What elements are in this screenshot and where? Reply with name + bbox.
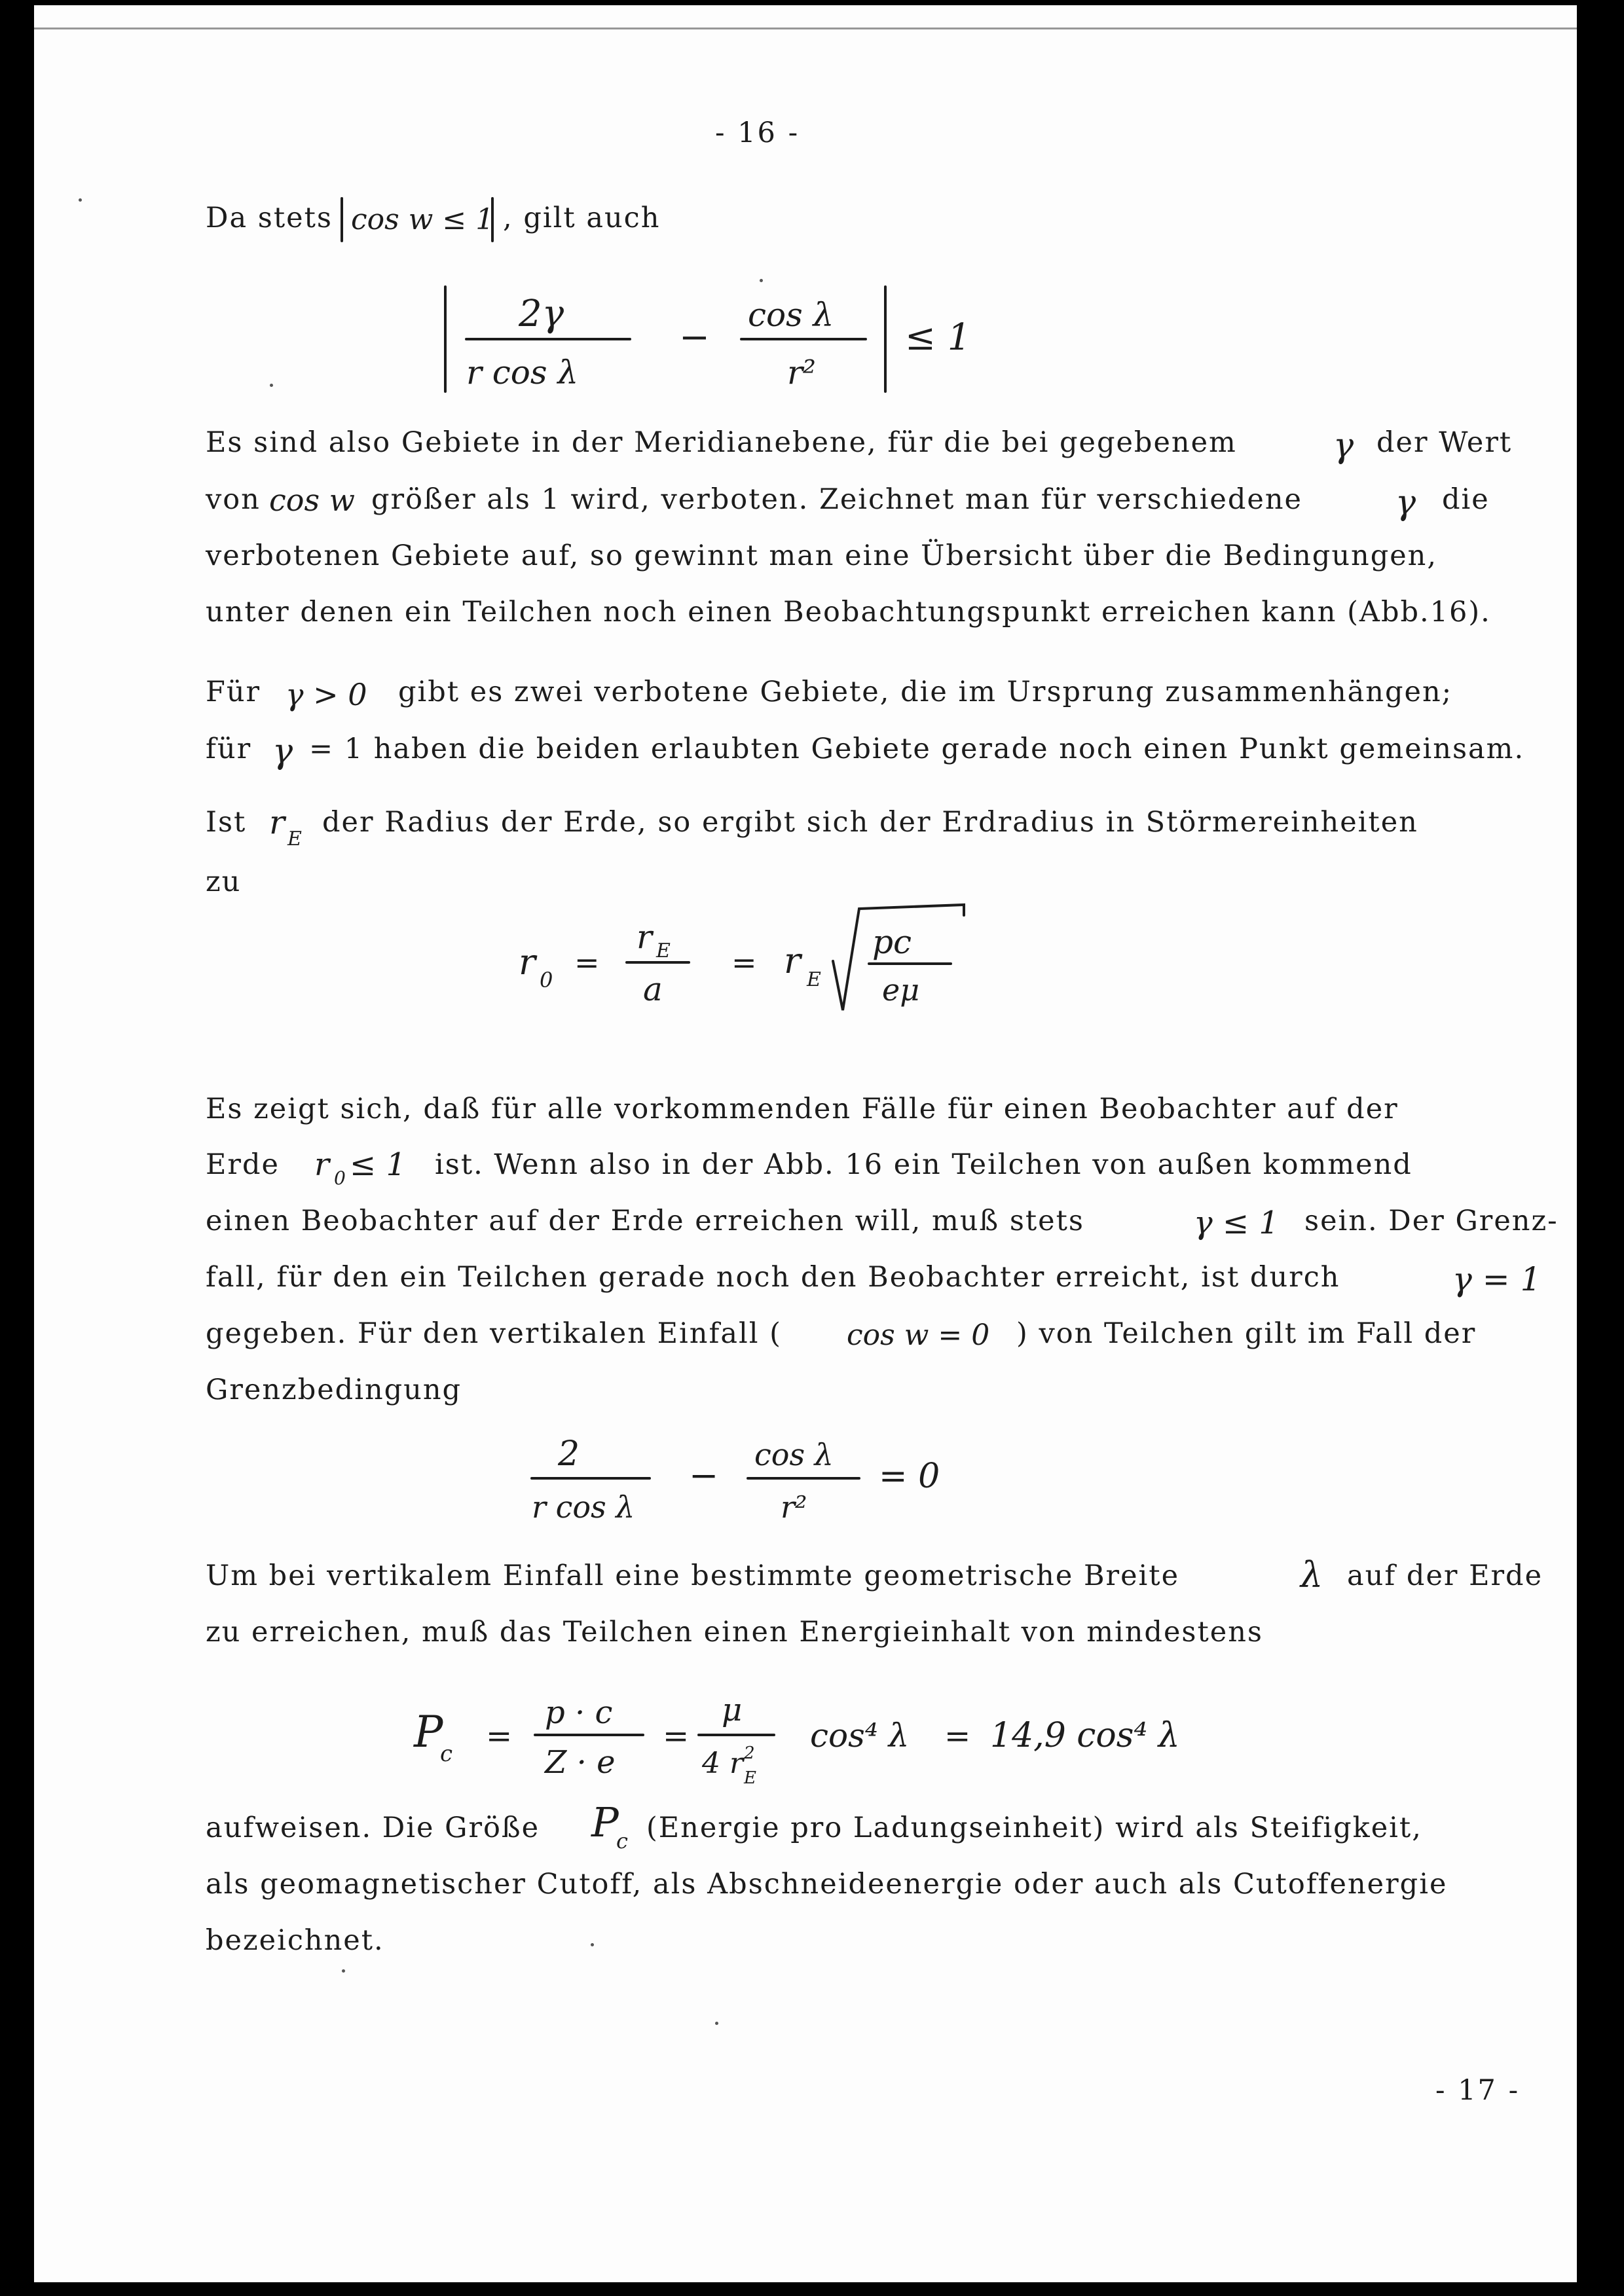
page-number-top: - 16 - xyxy=(715,117,800,149)
text-fragment: als geomagnetischer Cutoff, als Abschneideenergie oder auch als Cutoffenergie xyxy=(206,1868,1448,1901)
eq1-denominator-2: r² xyxy=(787,354,816,392)
formula-gamma-eq-1 xyxy=(1449,1252,1566,1305)
eq2-numerator-sub: E xyxy=(656,939,671,962)
text-line xyxy=(1442,483,1490,516)
text-line xyxy=(206,1148,280,1181)
eq2-equals: = xyxy=(574,945,600,980)
eq4-equals: = xyxy=(944,1718,971,1755)
symbol-gamma-gt-0 xyxy=(283,670,394,717)
text-line xyxy=(206,868,241,896)
eq2-root-denominator: eμ xyxy=(882,972,920,1008)
eq2-r-sub: E xyxy=(807,968,821,991)
text-fragment: Um bei vertikalem Einfall eine bestimmte geometrische Breite xyxy=(206,1559,1180,1592)
text-line xyxy=(435,1148,1412,1181)
page-number-bottom: - 17 - xyxy=(1435,2074,1521,2107)
eq4-numerator-2: μ xyxy=(722,1692,743,1728)
eq4-rhs: 14,9 cos⁴ λ xyxy=(990,1716,1180,1755)
text-fragment: gegeben. Für den vertikalen Einfall ( xyxy=(206,1317,782,1350)
text-fragment: bezeichnet. xyxy=(206,1924,384,1957)
symbol-gamma xyxy=(1331,423,1370,469)
formula-text: cos w ≤ 1 xyxy=(351,203,494,236)
text-fragment: unter denen ein Teilchen noch einen Beobachtungspunkt erreichen kann (Abb.16). xyxy=(206,596,1491,629)
text-fragment: Es zeigt sich, daß für alle vorkommenden Fälle für einen Beobachter auf der xyxy=(206,1093,1399,1125)
text-line xyxy=(206,1870,1447,1899)
eq1-numerator-2: cos λ xyxy=(748,296,834,334)
symbol-text: γ xyxy=(1333,426,1354,465)
text-line xyxy=(206,1618,1263,1647)
eq2-lhs: r xyxy=(519,941,536,983)
symbol-text: P xyxy=(591,1798,619,1846)
text-fragment: Erde xyxy=(206,1148,280,1181)
text-line xyxy=(206,1317,782,1350)
text-line xyxy=(206,735,251,763)
eq1-minus: − xyxy=(679,316,710,359)
text-fragment: auf der Erde xyxy=(1347,1559,1543,1592)
eq1-denominator-1: r cos λ xyxy=(466,354,579,392)
text-fragment: Da stets xyxy=(206,202,333,234)
eq4-denominator-2-sup: 2 xyxy=(744,1743,755,1763)
scan-speck xyxy=(715,2022,718,2025)
eq3-numerator-1: 2 xyxy=(558,1434,580,1474)
symbol-gamma xyxy=(270,729,309,774)
symbol-subscript: 0 xyxy=(334,1167,346,1189)
symbol-text: cos w xyxy=(269,483,356,518)
text-fragment: gibt es zwei verbotene Gebiete, die im Ursprung zusammenhängen; xyxy=(398,676,1453,708)
symbol-text: cos w = 0 xyxy=(847,1319,990,1352)
eq4-cos-term: cos⁴ λ xyxy=(810,1717,910,1755)
eq2-denominator: a xyxy=(643,970,663,1008)
symbol-Pc xyxy=(587,1796,646,1855)
text-line xyxy=(206,539,1438,572)
text-line xyxy=(1304,1207,1559,1235)
text-fragment: Grenzbedingung xyxy=(206,1374,462,1406)
equation-boundary-condition xyxy=(492,1419,1016,1537)
text-line xyxy=(206,678,261,706)
text-line xyxy=(646,1814,1422,1842)
text-line xyxy=(206,1261,1340,1294)
symbol-subscript: E xyxy=(287,828,302,850)
text-fragment: zu erreichen, muß das Teilchen einen Energieinhalt von mindestens xyxy=(206,1616,1263,1649)
equation-cutoff-energy xyxy=(401,1681,1252,1799)
text-fragment: , gilt auch xyxy=(503,202,661,234)
text-line xyxy=(206,806,247,839)
eq1-rhs: ≤ 1 xyxy=(905,316,971,359)
text-fragment: der Wert xyxy=(1376,426,1513,459)
text-line xyxy=(371,483,1302,516)
text-fragment: Ist xyxy=(206,806,247,839)
symbol-text: ≤ 1 xyxy=(350,1146,407,1183)
equation-abs-inequality xyxy=(440,274,1029,405)
symbol-text: γ xyxy=(272,732,293,771)
eq4-denominator-2: 4 r xyxy=(702,1747,744,1780)
scan-speck xyxy=(342,1969,345,1973)
text-line xyxy=(309,735,1524,763)
formula-cos-w-eq-0 xyxy=(843,1311,1020,1358)
text-fragment: ist. Wenn also in der Abb. 16 ein Teilchen von außen kommend xyxy=(435,1148,1412,1181)
text-fragment: einen Beobachter auf der Erde erreichen will, muß stets xyxy=(206,1205,1084,1237)
eq2-root-numerator: pc xyxy=(872,923,912,961)
text-line xyxy=(503,204,660,232)
text-fragment: ) von Teilchen gilt im Fall der xyxy=(1016,1317,1477,1350)
symbol-text: γ ≤ 1 xyxy=(1194,1205,1279,1241)
eq4-lhs-sub: c xyxy=(440,1741,453,1767)
scan-speck xyxy=(270,384,273,387)
eq3-denominator-2: r² xyxy=(781,1489,807,1525)
text-fragment: die xyxy=(1442,483,1490,516)
symbol-text: r xyxy=(314,1146,329,1183)
eq3-minus: − xyxy=(689,1455,719,1496)
text-line xyxy=(206,598,1491,627)
scan-top-edge-line xyxy=(34,27,1577,29)
text-fragment: fall, für den ein Teilchen gerade noch den Beobachter erreicht, ist durch xyxy=(206,1261,1340,1294)
text-line xyxy=(206,1376,462,1404)
symbol-text: λ xyxy=(1301,1554,1323,1595)
text-fragment: der Radius der Erde, so ergibt sich der Erdradius in Störmereinheiten xyxy=(322,806,1418,839)
scan-speck xyxy=(591,1943,594,1946)
text-fragment: Für xyxy=(206,676,261,708)
eq4-equals: = xyxy=(663,1718,690,1755)
eq2-r: r xyxy=(784,940,801,981)
text-line xyxy=(206,1207,1084,1235)
eq4-denominator-1: Z · e xyxy=(545,1744,616,1781)
text-line xyxy=(206,426,1237,459)
eq4-denominator-2-sub: E xyxy=(744,1768,756,1788)
scan-speck xyxy=(79,198,82,202)
symbol-lambda xyxy=(1298,1550,1337,1599)
symbol-cos-w xyxy=(267,477,378,522)
text-line xyxy=(206,1095,1399,1123)
text-fragment: verbotenen Gebiete auf, so gewinnt man eine Übersicht über die Bedingungen, xyxy=(206,539,1438,572)
eq4-equals: = xyxy=(486,1718,513,1755)
symbol-subscript: c xyxy=(616,1829,628,1853)
text-line xyxy=(206,483,261,516)
symbol-text: r xyxy=(269,803,285,841)
text-line xyxy=(398,678,1452,706)
scan-speck xyxy=(760,279,763,282)
eq2-numerator: r xyxy=(637,918,652,956)
document-page xyxy=(34,5,1577,2282)
formula-r0-le-1 xyxy=(309,1141,427,1190)
symbol-r-E xyxy=(267,801,319,853)
eq4-lhs: P xyxy=(414,1707,443,1757)
text-line xyxy=(206,1924,384,1957)
text-line xyxy=(206,204,333,232)
equation-earth-radius xyxy=(492,896,1016,1027)
symbol-text: γ xyxy=(1395,483,1416,522)
symbol-text: γ = 1 xyxy=(1452,1260,1541,1298)
text-fragment: zu xyxy=(206,866,242,898)
text-line xyxy=(322,806,1418,839)
text-fragment: größer als 1 wird, verboten. Zeichnet man für verschiedene xyxy=(371,483,1302,516)
eq3-numerator-2: cos λ xyxy=(754,1437,834,1472)
text-line xyxy=(1016,1317,1477,1350)
text-fragment: (Energie pro Ladungseinheit) wird als Steifigkeit, xyxy=(646,1812,1422,1844)
text-fragment: = 1 haben die beiden erlaubten Gebiete gerade noch einen Punkt gemeinsam. xyxy=(309,733,1525,765)
text-line xyxy=(1376,426,1513,459)
eq2-lhs-sub: 0 xyxy=(540,968,553,993)
text-line xyxy=(206,1814,540,1842)
symbol-gamma xyxy=(1393,480,1432,526)
text-fragment: sein. Der Grenz- xyxy=(1304,1205,1559,1237)
text-line xyxy=(206,1559,1180,1592)
text-fragment: für xyxy=(206,733,252,765)
text-fragment: aufweisen. Die Größe xyxy=(206,1812,540,1844)
eq1-numerator-1: 2γ xyxy=(519,293,564,335)
text-line xyxy=(1347,1559,1543,1592)
eq3-rhs: = 0 xyxy=(879,1457,940,1496)
eq2-equals: = xyxy=(731,945,757,980)
eq3-denominator-1: r cos λ xyxy=(532,1489,635,1525)
text-fragment: von xyxy=(206,483,261,516)
eq4-numerator-1: p · c xyxy=(545,1694,613,1731)
symbol-text: γ > 0 xyxy=(286,677,367,712)
text-fragment: Es sind also Gebiete in der Meridianebene, für die bei gegebenem xyxy=(206,426,1237,459)
formula-gamma-le-1 xyxy=(1190,1198,1301,1247)
